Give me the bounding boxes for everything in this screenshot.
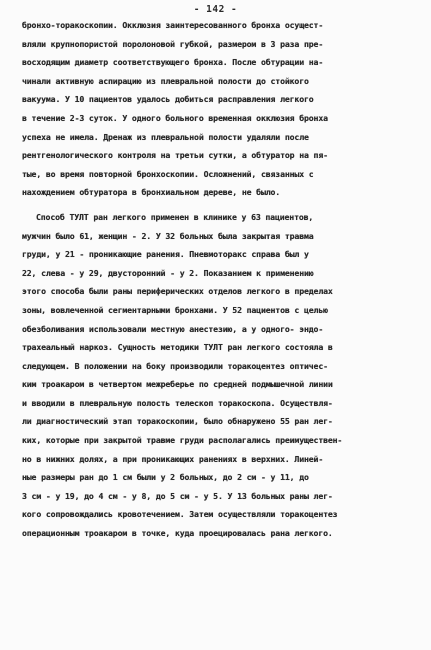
- text-line: восходящим диаметр соответствующего бронха. После обтурации на-: [22, 57, 324, 68]
- text-line: кого сопровождались кровотечением. Затем осуществляли торакоцентез: [22, 509, 338, 520]
- text-line: следующем. В положении на боку производили торакоцентез оптичес-: [22, 360, 328, 371]
- text-line: груди, у 21 - проникающие ранения. Пневмоторакс справа был у: [22, 249, 309, 260]
- text-line: нахождением обтуратора в бронхиальном дереве, не было.: [22, 187, 281, 198]
- paragraph-1: [22, 16, 422, 202]
- text-line: ные размеры ран до 1 см были у 2 больных, до 2 см - у 11, до: [22, 472, 309, 483]
- page-number: - 142 -: [193, 4, 238, 15]
- text-line: ких, которые при закрытой травме груди располагались преимуществен-: [22, 435, 343, 446]
- text-line: ли диагностический этап торакоскопии, было обнаружено 55 ран лег-: [22, 416, 333, 427]
- text-line: но в нижних долях, а при проникающих ранениях в верхних. Линей-: [22, 453, 324, 464]
- text-line: 22, слева - у 29, двусторонний - у 2. Показанием к применению: [22, 267, 314, 278]
- text-line: вакуума. У 10 пациентов удалось добиться расправления легкого: [22, 94, 314, 105]
- text-line: трахеальный наркоз. Сущность методики ТУЛТ ран легкого состояла в: [22, 342, 333, 353]
- text-line: этого способа были раны периферических отделов легкого в пределах: [22, 286, 333, 297]
- text-line: зоны, вовлеченной сегментарными бронхами. У 52 пациентов с целью: [22, 304, 328, 315]
- text-line: успеха не имела. Дренаж из плевральной полости удаляли после: [22, 131, 309, 142]
- text-line: 3 см - у 19, до 4 см - у 8, до 5 см - у 5. У 13 больных раны лег-: [22, 490, 333, 501]
- text-line: Способ ТУЛТ ран легкого применен в клинике у 63 пациентов,: [36, 211, 314, 222]
- text-line: операционным троакаром в точке, куда проецировалась рана легкого.: [22, 528, 333, 539]
- text-line: мужчин было 61, женщин - 2. У 32 больных была закрытая травма: [22, 230, 314, 241]
- text-line: бронхо-торакоскопии. Окклюзия заинтересованного бронха осущест-: [22, 20, 324, 30]
- text-line: чинали активную аспирацию из плевральной полости до стойкого: [22, 75, 309, 86]
- text-line: обезболивания использовали местную анестезию, а у одного- эндо-: [22, 323, 324, 334]
- body-text: [22, 16, 422, 543]
- text-line: в течение 2-3 суток. У одного больного временная окклюзия бронха: [22, 112, 328, 123]
- text-line: рентгенологического контроля на третьи сутки, а обтуратор на пя-: [22, 150, 328, 161]
- text-line: и вводили в плевральную полость телескоп торакоскопа. Осуществля-: [22, 397, 333, 408]
- text-line: тые, во время повторной бронхоскопии. Осложнений, связанных с: [22, 168, 314, 179]
- text-line: вляли крупнопористой поролоновой губкой, размером в 3 раза пре-: [22, 38, 324, 49]
- paragraph-2: [22, 208, 422, 543]
- text-line: ким троакаром в четвертом межреберье по средней подмышечной линии: [22, 379, 333, 390]
